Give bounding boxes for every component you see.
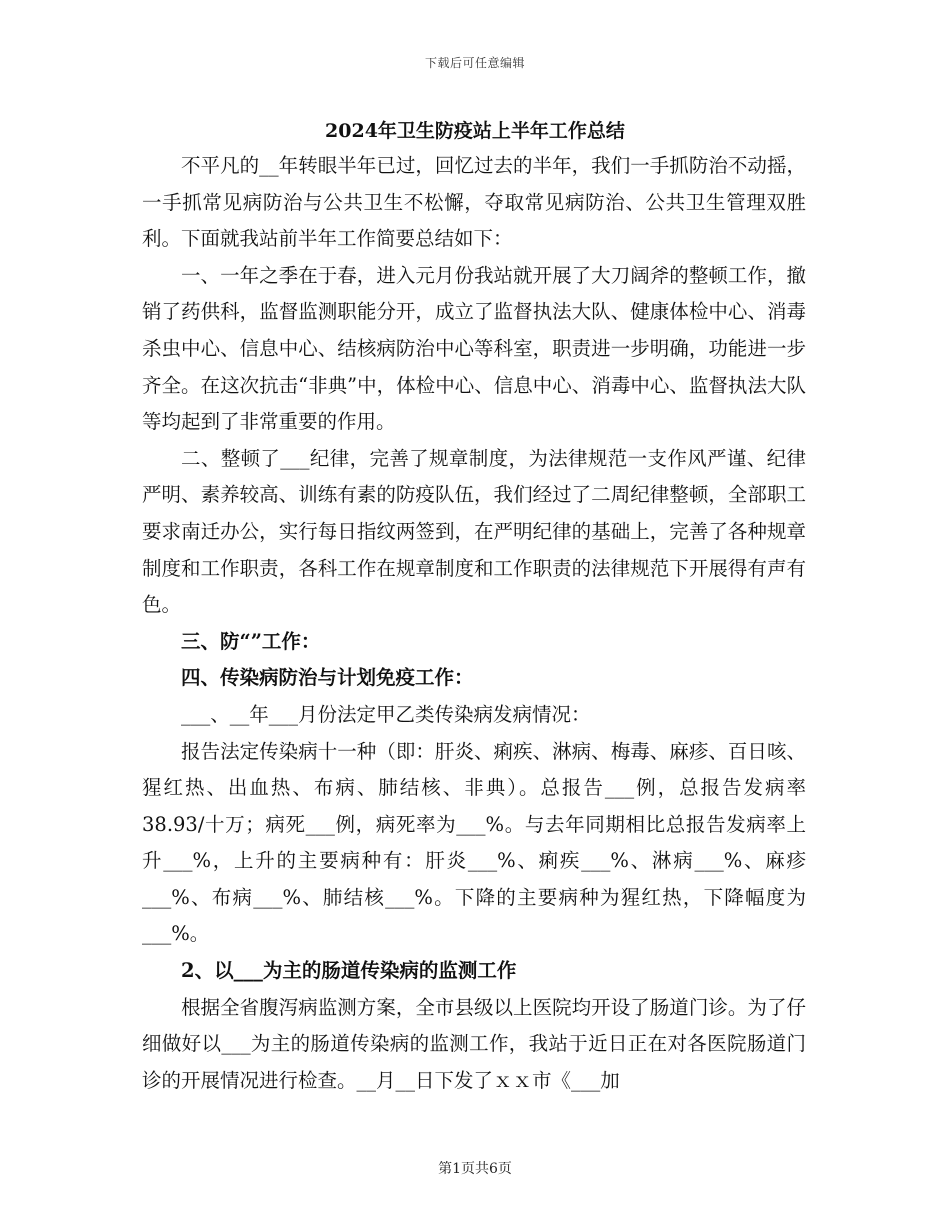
paragraph-monitoring: 根据全省腹泻病监测方案，全市县级以上医院均开设了肠道门诊。为了仔细做好以___为主的肠道传染病的监测工作，我站于近日正在对各医院肠道门诊的开展情况进行检查。__月__日下发了ｘｘ市《___加 (142, 995, 806, 1092)
heading-subsection-2: 2、以___为主的肠道传染病的监测工作 (181, 959, 517, 983)
page-indicator: 第1页共6页 (438, 1161, 512, 1177)
paragraph-disease-report: 报告法定传染病十一种（即：肝炎、痢疾、淋病、梅毒、麻疹、百日咳、猩红热、出血热、布病、肺结核、非典）。总报告___例，总报告发病率38.93/十万；病死___例，病死率为___%。与去年同期相比总报告发病率上升___%，上升的主要病种有：肝炎___%、痢疾___%、淋病___%、麻疹___%、布病___%、肺结核___%。下降的主要病种为猩红热，下降幅度为___%。 (142, 739, 806, 946)
paragraph-subheading-1: ___、__年___月份法定甲乙类传染病发病情况： (181, 702, 591, 726)
heading-section-4: 四、传染病防治与计划免疫工作： (181, 666, 474, 690)
document-title: 2024年卫生防疫站上半年工作总结 (325, 120, 625, 142)
document-body (142, 148, 806, 1099)
heading-section-3: 三、防“”工作： (181, 629, 321, 653)
paragraph-section-1: 一、一年之季在于春，进入元月份我站就开展了大刀阔斧的整顿工作，撤销了药供科，监督监测职能分开，成立了监督执法大队、健康体检中心、消毒杀虫中心、信息中心、结核病防治中心等科室，职责进一步明确，功能进一步齐全。在这次抗击“非典”中，体检中心、信息中心、消毒中心、监督执法大队等均起到了非常重要的作用。 (142, 263, 806, 434)
header-note: 下载后可任意编辑 (424, 56, 525, 70)
paragraph-section-2: 二、整顿了___纪律，完善了规章制度，为法律规范一支作风严谨、纪律严明、素养较高、训练有素的防疫队伍，我们经过了二周纪律整顿，全部职工要求南迁办公，实行每日指纹两签到，在严明纪律的基础上，完善了各种规章制度和工作职责，各科工作在规章制度和工作职责的法律规范下开展得有声有色。 (142, 446, 806, 617)
paragraph-intro: 不平凡的__年转眼半年已过，回忆过去的半年，我们一手抓防治不动摇，一手抓常见病防治与公共卫生不松懈，夺取常见病防治、公共卫生管理双胜利。下面就我站前半年工作简要总结如下： (142, 154, 806, 251)
